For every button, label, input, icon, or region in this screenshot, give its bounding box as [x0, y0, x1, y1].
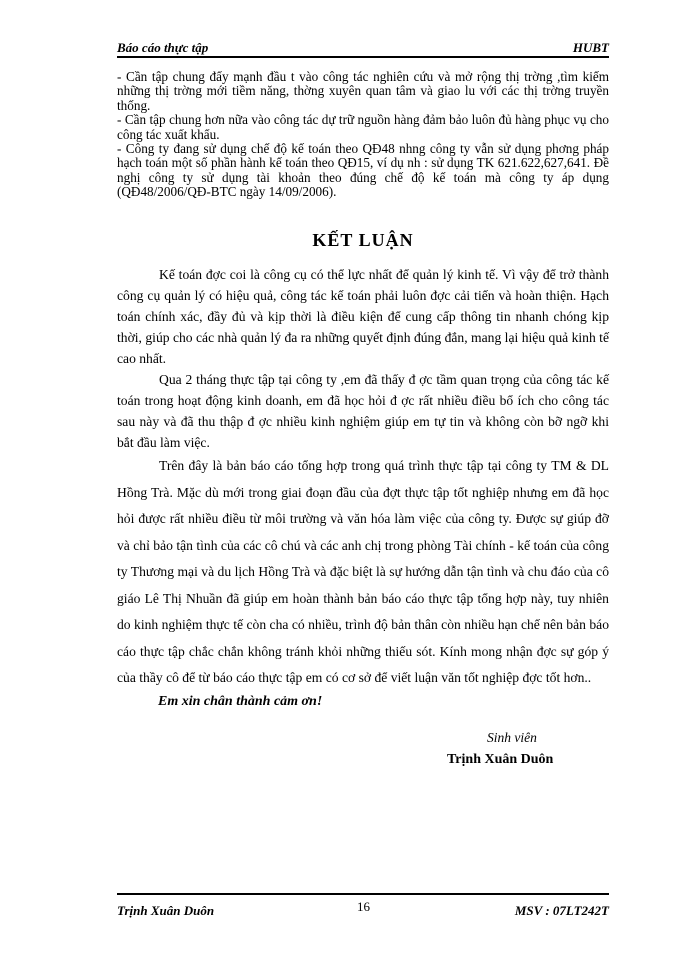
page-header: [117, 38, 609, 58]
conclusion-body: [117, 264, 609, 692]
page-number: 16: [357, 899, 370, 914]
page-footer: [117, 893, 609, 925]
conclusion-title: KẾT LUẬN: [312, 230, 414, 250]
signature-name: Trịnh Xuân Duôn: [447, 752, 554, 767]
footer-author: Trịnh Xuân Duôn: [117, 903, 215, 918]
paragraph-3: [117, 453, 609, 692]
recommendation-1: - Cần tập chung đẩy mạnh đầu t vào công tác nghiên cứu và mở rộng thị trờng ,tìm kiếm những thị trờng mới tiềm năng, thờng xuyên quan tâm và giao lu với các thị trờng truyền thống.: [117, 69, 609, 113]
paragraph-1: Kế toán đợc coi là công cụ có thể lực nhất để quản lý kinh tế. Vì vậy để trở thành công cụ quản lý có hiệu quả, công tác kế toán phải luôn đợc cải tiến và hoàn thiện. Hạch toán chính xác, đầy đủ và kịp thời là điều kiện để cung cấp thông tin nhanh chóng kịp thời, giúp cho các nhà quản lý đa ra những quyết định đúng đắn, mang lại hiệu quả kinh tế cao nhất.: [117, 267, 609, 366]
paragraph-3-part-2: tuy nhiên do kinh nghiệm thực tế còn cha có nhiều, trình độ bản thân còn nhiều hạn chế nên bản báo cáo thực tập chắc chắn không tránh khỏi những thiếu sót. Kính mong nhận đợc sự góp ý của thầy cô để từ báo cáo thực tập em có cơ sở để viết luận văn tốt nghiệp đợc tốt hơn..: [117, 590, 609, 685]
recommendation-3: - Công ty đang sử dụng chế độ kế toán theo QĐ48 nhng công ty vẫn sử dụng phơng pháp hạch toán một số phần hành kế toán theo QĐ15, ví dụ nh : sử dụng TK 621.622,627,641. Đề nghị công ty sử dụng tài khoản theo đúng chế độ kế toán mà công ty áp dụng (QĐ48/2006/QĐ-BTC ngày 14/09/2006).: [117, 141, 609, 200]
signature-role: Sinh viên: [487, 730, 537, 745]
footer-student-id: MSV : 07LT242T: [514, 903, 609, 918]
paragraph-2: Qua 2 tháng thực tập tại công ty ,em đã thấy đ ợc tầm quan trọng của công tác kế toán trong hoạt động kinh doanh, em đã học hỏi đ ợc rất nhiều điều bổ ích cho công tác sau này và đã thu thập đ ợc nhiều kinh nghiệm giúp em tự tin và không còn bỡ ngỡ khi bắt đầu làm việc.: [117, 372, 609, 450]
recommendation-2: - Cần tập chung hơn nữa vào công tác dự trữ nguồn hàng đảm bảo luôn đủ hàng phục vụ cho công tác xuất khẩu.: [117, 112, 609, 142]
header-school: HUBT: [572, 40, 609, 55]
paragraph-3-part-1: Trên đây là bản báo cáo tổng hợp trong quá trình thực tập tại công ty TM & DL Hồng Trà. Mặc dù mới trong giai đoạn đầu của đợt thực tập tốt nghiệp nhưng em đã học hỏi được rất nhiều điều từ môi trường và văn hóa làm việc của công ty. Được sự giúp đỡ và chỉ bảo tận tình của các cô chú và các anh chị trong phòng Tài chính - kế toán của công ty Thương mại và du lịch Hồng Trà và đặc biệt là sự hướng dẫn tận tình và chu đáo của cô giáo Lê Thị Nhuần đã giúp em hoàn thành bản báo cáo thực tập tổng hợp này,: [117, 458, 609, 606]
recommendations: [117, 70, 609, 200]
thanks-line: Em xin chân thành cảm ơn!: [158, 694, 323, 709]
header-title: Báo cáo thực tập: [117, 40, 209, 55]
